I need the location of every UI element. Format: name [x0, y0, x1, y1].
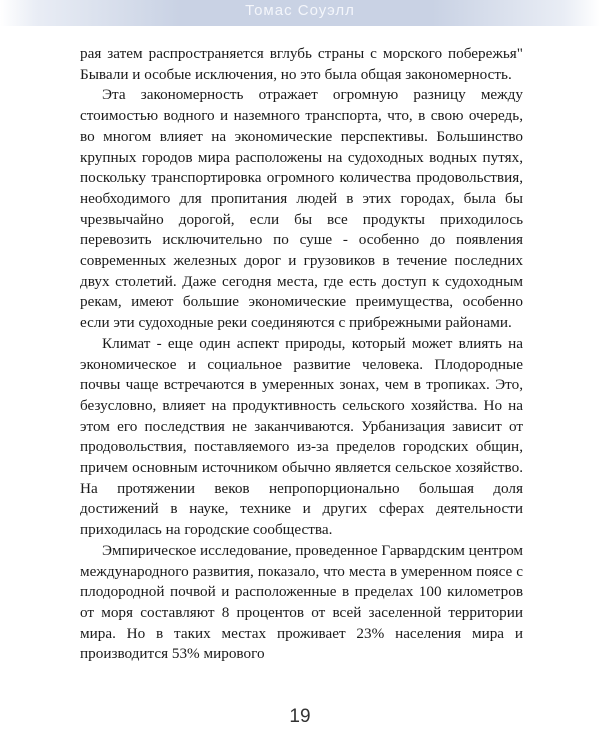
text-body	[80, 44, 523, 665]
paragraph-climate: Климат - еще один аспект природы, который может влиять на экономическое и социальное развитие человека. Плодородные почвы чаще встречаются в умеренных зонах, чем в тропиках. Это, безусловно, влияет на продуктивность сельского хозяйства. Но на этом его последствия не заканчиваются. Урбанизация зависит от продовольствия, поставляемого из-за пределов городских общин, причем основным источником обычно является сельское хозяйство. На протяжении веков непропорционально большая доля достижений в науке, технике и других сферах деятельности приходилась на городские сообщества.	[80, 334, 523, 539]
page-number: 19	[289, 706, 311, 727]
paragraph-continued: рая затем распространяется вглубь страны с морского побережья" Бывали и особые исключения, но это была общая закономерность.	[80, 45, 523, 83]
paragraph-transport: Эта закономерность отражает огромную разницу между стоимостью водного и наземного транспорта, что, в свою очередь, во многом влияет на экономические перспективы. Большинство крупных городов мира расположены на судоходных водных путях, поскольку транспортировка огромного количества продовольствия, необходимого для пропитания людей в этих городах, была бы чрезвычайно дорогой, если бы все продукты приходилось перевозить исключительно по суше - особенно до появления современных железных дорог и грузовиков в течение последних двух столетий. Даже сегодня места, где есть доступ к судоходным рекам, имеют большие экономические преимущества, особенно если эти судоходные реки соединяются с прибрежными районами.	[80, 86, 523, 332]
running-title: Томас Соуэлл	[245, 2, 355, 19]
paragraph-study: Эмпирическое исследование, проведенное Гарвардским центром международного развития, показало, что места в умеренном поясе с плодородной почвой и расположенные в пределах 100 километров от моря составляют 8 процентов от всей заселенной территории мира. Но в таких местах проживает 23% населения мира и производится 53% мирового	[80, 541, 523, 663]
page-header	[0, 0, 600, 26]
